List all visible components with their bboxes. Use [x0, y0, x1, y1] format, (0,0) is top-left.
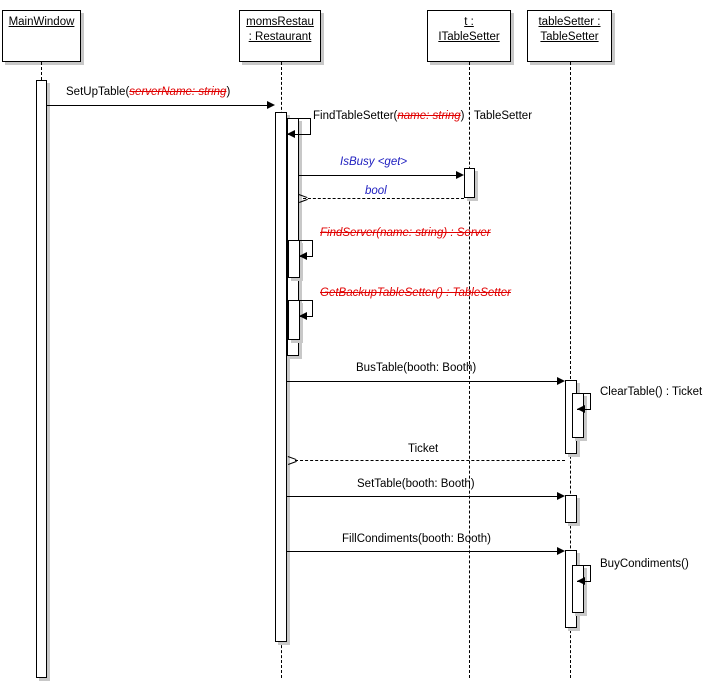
- message-arrow-cleartable: [577, 405, 585, 413]
- message-line-fillcondiments: [287, 551, 557, 552]
- message-label-setuptable-arg: serverName: string: [129, 86, 227, 98]
- lifeline-label-t-line2: ITableSetter: [438, 31, 500, 43]
- message-label-getbackuptablesetter: GetBackupTableSetter() : TableSetter: [320, 287, 511, 299]
- message-label-bool: bool: [365, 185, 387, 197]
- message-label-findserver: FindServer(name: string) : Server: [320, 227, 491, 239]
- message-arrow-bool: [299, 194, 308, 202]
- message-label-bustable: BusTable(booth: Booth): [356, 362, 477, 374]
- lifeline-label-mainwindow-line1: MainWindow: [8, 16, 75, 28]
- message-arrow-isbusy: [456, 171, 464, 179]
- message-label-findtablesetter: [313, 110, 532, 123]
- lifeline-label-momsrestaurant-line1: momsRestau: [246, 16, 314, 28]
- lifeline-head-tablesetter[interactable]: [527, 10, 612, 62]
- lifeline-head-t-itablesetter[interactable]: [427, 10, 511, 62]
- message-label-setuptable: [66, 86, 230, 99]
- message-label-cleartable: ClearTable() : Ticket: [600, 386, 703, 398]
- message-label-findtablesetter-text: FindTableSetter(: [313, 110, 398, 122]
- message-line-isbusy: [299, 175, 456, 176]
- activation-tablesetter-settable: [565, 495, 577, 523]
- message-line-settable: [287, 496, 557, 497]
- lifeline-head-mainwindow[interactable]: [2, 10, 81, 62]
- lifeline-label-t-line1: t :: [464, 16, 474, 28]
- message-label-settable: SetTable(booth: Booth): [357, 478, 475, 490]
- lifeline-head-momsrestaurant[interactable]: [239, 10, 321, 62]
- message-arrow-buycondiments: [577, 577, 585, 585]
- message-label-setuptable-text: SetUpTable(: [66, 86, 130, 98]
- activation-mainwindow: [36, 80, 47, 678]
- message-line-bool: [303, 198, 464, 199]
- message-label-buycondiments: BuyCondiments(): [600, 558, 689, 570]
- lifeline-label-momsrestaurant-line2: : Restaurant: [248, 31, 312, 43]
- message-arrow-findserver: [299, 252, 307, 260]
- lifeline-label-tablesetter-line1: tableSetter :: [538, 16, 601, 28]
- message-label-findtablesetter-tail: ) : TableSetter: [460, 110, 533, 122]
- message-label-setuptable-tail: ): [226, 86, 231, 98]
- message-arrow-fillcondiments: [557, 547, 565, 555]
- message-arrow-bustable: [557, 377, 565, 385]
- message-line-bustable: [287, 381, 557, 382]
- message-label-isbusy: IsBusy <get>: [340, 156, 408, 168]
- lifeline-label-tablesetter-line2: TableSetter: [540, 31, 599, 43]
- message-arrow-findtablesetter: [287, 130, 295, 138]
- message-line-ticket: [295, 460, 565, 461]
- message-label-ticket: Ticket: [408, 443, 439, 455]
- activation-momsrestaurant: [275, 112, 287, 642]
- message-line-setuptable: [47, 105, 267, 106]
- message-arrow-getbackuptablesetter: [299, 312, 307, 320]
- message-label-fillcondiments: FillCondiments(booth: Booth): [342, 533, 491, 545]
- activation-t-isbusy: [464, 168, 475, 198]
- message-label-findtablesetter-arg: name: string: [397, 110, 461, 122]
- message-arrow-ticket: [288, 456, 297, 464]
- message-arrow-setuptable: [267, 101, 275, 109]
- message-arrow-settable: [557, 492, 565, 500]
